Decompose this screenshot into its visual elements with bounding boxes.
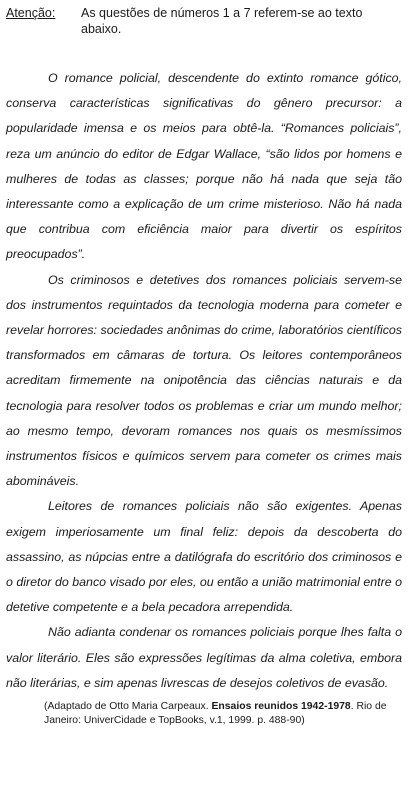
instruction-note: As questões de números 1 a 7 referem-se ao texto abaixo. <box>81 6 363 36</box>
paragraph-3: Leitores de romances policiais não são exigentes. Apenas exigem imperiosamente um final feliz: depois da descoberta do assassino, as núpcias entre a datilógrafa do escritório dos criminosos e o diretor do banco visado por eles, ou então a união matrimonial entre o detetive competente e a bela pecadora arrependida. <box>6 499 402 615</box>
paragraph-1: O romance policial, descendente do extinto romance gótico, conserva características significativas do gênero precursor: a popularidade imensa e os meios para obtê-la. “Romances policiais”, reza um anúncio do editor de Edgar Wallace, “são lidos por homens e mulheres de todas as classes; porque não há nada que seja tão interessante como a explicação de um crime misterioso. Não há nada que contribua com eficiência maior para divertir os espíritos preocupados”. <box>6 71 402 262</box>
citation-suffix: . Rio de Janeiro: UniverCidade e TopBooks, v.1, 1999. p. 488-90) <box>44 701 387 727</box>
paragraph-4: Não adianta condenar os romances policiais porque lhes falta o valor literário. Eles são expressões legítimas da alma coletiva, embora não literárias, e sim apenas livrescas de desejos coletivos de evasão. <box>6 625 402 690</box>
source-citation <box>6 700 404 728</box>
attention-label: Atenção: <box>6 6 56 20</box>
citation-book-title: Ensaios reunidos 1942-1978 <box>211 701 351 713</box>
citation-prefix: (Adaptado de Otto Maria Carpeaux. <box>44 701 212 713</box>
instruction-header <box>6 0 404 37</box>
paragraph-2: Os criminosos e detetives dos romances policiais servem-se dos instrumentos requintados da tecnologia moderna para cometer e revelar horrores: sociedades anônimas do crime, laboratórios científicos transformados em câmaras de tortura. Os leitores contemporâneos acreditam firmemente na onipotência das ciências naturais e da tecnologia para resolver todos os problemas e criar um mundo melhor; ao mesmo tempo, devoram romances nos quais os mesmíssimos instrumentos físicos e químicos servem para cometer os crimes mais abomináveis. <box>6 272 402 489</box>
essay-text <box>6 66 404 696</box>
